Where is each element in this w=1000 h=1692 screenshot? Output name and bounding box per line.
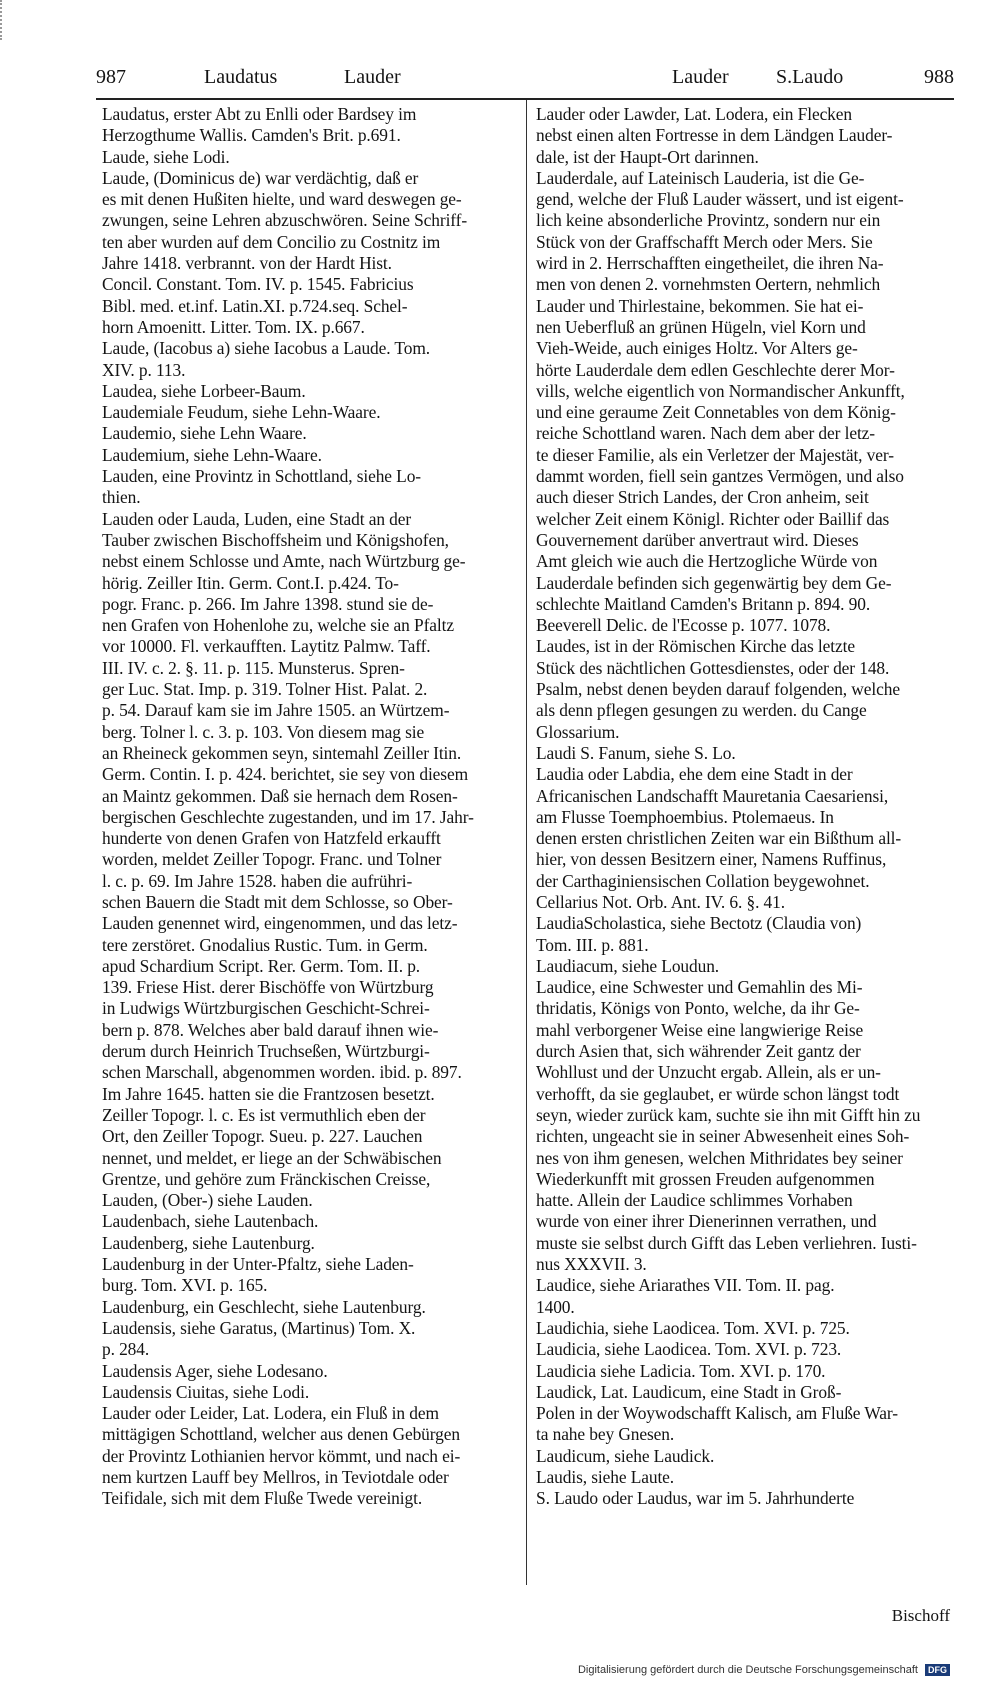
text-line: burg. Tom. XVI. p. 165.	[102, 1275, 268, 1296]
right-column	[536, 104, 954, 1510]
text-line: 139. Friese Hist. derer Bischöffe von Würtzburg	[102, 977, 434, 998]
text-line: schen Bauern die Stadt mit dem Schlosse, so Ober-	[102, 891, 453, 912]
text-line: als denn pflegen gesungen zu werden. du Cange	[536, 700, 867, 721]
text-line: nus XXXVII. 3.	[536, 1254, 647, 1275]
text-line: Psalm, nebst denen beyden darauf folgenden, welche	[536, 679, 900, 700]
text-line: am Flusse Toemphoembius. Ptolemaeus. In	[536, 806, 834, 827]
text-line: es mit denen Hußiten hielte, und ward deswegen ge-	[102, 189, 462, 210]
left-column	[102, 104, 520, 1510]
text-line: und eine geraume Zeit Connetables von dem König-	[536, 402, 896, 423]
text-line: Stück des nächtlichen Gottesdienstes, oder der 148.	[536, 657, 890, 678]
text-line: Laude, siehe Lodi.	[102, 146, 230, 167]
text-line: p. 54. Darauf kam sie im Jahre 1505. an Würtzem-	[102, 700, 450, 721]
text-line: schlechte Maitland Camden's Britann p. 894. 90.	[536, 593, 871, 614]
text-line: III. IV. c. 2. §. 11. p. 115. Munsterus. Spren-	[102, 657, 405, 678]
text-line: Lauden, eine Provintz in Schottland, siehe Lo-	[102, 466, 421, 487]
text-line: thridatis, Königs von Ponto, welche, da ihr Ge-	[536, 998, 860, 1019]
text-line: in Ludwigs Würtzburgischen Geschicht-Schrei-	[102, 998, 430, 1019]
text-line: seyn, wieder zurück kam, suchte sie ihn mit Gifft hin zu	[536, 1104, 921, 1125]
text-line: Laudia oder Labdia, ehe dem eine Stadt in der	[536, 764, 853, 785]
text-line: Gouvernement darüber anvertraut wird. Dieses	[536, 529, 859, 550]
text-line: nes von ihm genesen, welchen Mithridates bey seiner	[536, 1147, 903, 1168]
text-line: Laudensis Ager, siehe Lodesano.	[102, 1360, 328, 1381]
text-line: welcher Zeit einem Königl. Richter oder Baillif das	[536, 508, 890, 529]
text-line: Laudes, ist in der Römischen Kirche das letzte	[536, 636, 855, 657]
text-line: Tom. III. p. 881.	[536, 934, 649, 955]
text-line: Laudicum, siehe Laudick.	[536, 1445, 715, 1466]
text-line: schen Marschall, abgenommen worden. ibid. p. 897.	[102, 1062, 462, 1083]
text-line: Laudatus, erster Abt zu Enlli oder Bardsey im	[102, 104, 417, 124]
text-line: dale, ist der Haupt-Ort darinnen.	[536, 146, 759, 167]
text-line: Concil. Constant. Tom. IV. p. 1545. Fabricius	[102, 274, 414, 295]
text-line: an Rheineck gekommen seyn, sintemahl Zeiller Itin.	[102, 742, 462, 763]
text-line: hier, von dessen Besitzern einer, Namens Ruffinus,	[536, 849, 887, 870]
text-line: wurde von einer ihrer Dienerinnen verrathen, und	[536, 1211, 877, 1232]
text-line: Laudicia siehe Ladicia. Tom. XVI. p. 170.	[536, 1360, 826, 1381]
page-edge-mark	[0, 0, 12, 40]
text-line: tere zerstöret. Gnodalius Rustic. Tum. in Germ.	[102, 934, 428, 955]
text-line: XIV. p. 113.	[102, 359, 186, 380]
dfg-logo: DFG	[925, 1664, 950, 1676]
text-line: bergischen Geschlechte zugestanden, und im 17. Jahr-	[102, 806, 474, 827]
text-line: Laude, (Dominicus de) war verdächtig, daß er	[102, 167, 419, 188]
text-line: durch Asien that, sich währender Zeit gantz der	[536, 1041, 861, 1062]
text-line: 1400.	[536, 1296, 575, 1317]
text-line: wird in 2. Herrschafften eingetheilet, die ihren Na-	[536, 253, 884, 274]
header-rule	[96, 98, 954, 100]
text-line: hörte Lauderdale dem edlen Geschlechte derer Mor-	[536, 359, 895, 380]
text-line: Laude, (Iacobus a) siehe Iacobus a Laude. Tom.	[102, 338, 431, 359]
headword-4: S.Laudo	[776, 66, 844, 88]
text-line: mittägigen Schottland, welcher aus denen Gebürgen	[102, 1424, 460, 1445]
headword-3: Lauder	[672, 66, 729, 88]
text-line: ta nahe bey Gnesen.	[536, 1424, 675, 1445]
text-line: berg. Tolner l. c. 3. p. 103. Von diesem mag sie	[102, 721, 425, 742]
text-line: worden, meldet Zeiller Topogr. Franc. und Tolner	[102, 849, 442, 870]
text-line: nem kurtzen Lauff bey Mellros, in Teviotdale oder	[102, 1467, 449, 1487]
text-line: thien.	[102, 487, 141, 508]
text-line: vills, welche eigentlich von Normandischer Ankunfft,	[536, 380, 905, 401]
text-line: Teifidale, sich mit dem Fluße Twede vereinigt.	[102, 1488, 423, 1509]
text-line: Africanischen Landschafft Mauretania Caesariensi,	[536, 785, 889, 806]
text-line: Lauder oder Leider, Lat. Lodera, ein Fluß in dem	[102, 1403, 439, 1424]
text-line: nen Ueberfluß an grünen Hügeln, viel Korn und	[536, 316, 866, 337]
text-line: hunderte von denen Grafen von Hatzfeld erkaufft	[102, 828, 441, 849]
text-line: Laudemium, siehe Lehn-Waare.	[102, 444, 322, 465]
text-line: der Provintz Lothianien hervor kömmt, und nach ei-	[102, 1445, 461, 1466]
text-line: ger Luc. Stat. Imp. p. 319. Tolner Hist. Palat. 2.	[102, 679, 428, 700]
text-line: Laudenburg, ein Geschlecht, siehe Lautenburg.	[102, 1296, 426, 1317]
text-line: Lauder und Thirlestaine, bekommen. Sie hat ei-	[536, 295, 864, 316]
text-line: Ort, den Zeiller Topogr. Sueu. p. 227. Lauchen	[102, 1126, 423, 1147]
text-line: muste sie selbst durch Gifft das Leben verliehren. Iusti-	[536, 1232, 917, 1253]
text-line: p. 284.	[102, 1339, 150, 1360]
text-line: Laudea, siehe Lorbeer-Baum.	[102, 380, 306, 401]
text-line: denen ersten christlichen Zeiten war ein Bißthum all-	[536, 828, 902, 849]
text-line: an Maintz gekommen. Daß sie hernach dem Rosen-	[102, 785, 458, 806]
text-line: Laudi S. Fanum, siehe S. Lo.	[536, 742, 736, 763]
text-line: verhofft, da sie geglaubet, er würde schon längst todt	[536, 1083, 900, 1104]
text-line: Laudenberg, siehe Lautenburg.	[102, 1232, 315, 1253]
text-line: mahl verborgener Weise eine langwierige Reise	[536, 1019, 864, 1040]
text-line: pogr. Franc. p. 266. Im Jahre 1398. stund sie de-	[102, 593, 434, 614]
text-line: richten, ungeacht sie in seiner Abwesenheit eines Soh-	[536, 1126, 910, 1147]
text-line: nebst einem Schlosse und Amte, nach Würtzburg ge-	[102, 551, 466, 572]
text-line: Amt gleich wie auch die Hertzogliche Würde von	[536, 551, 878, 572]
text-line: dammt worden, fiell sein gantzes Vermögen, und also	[536, 466, 904, 487]
page-number-left: 987	[96, 66, 126, 88]
text-line: gend, welche der Fluß Lauder wässert, und ist eigent-	[536, 189, 904, 210]
text-line: Laudiacum, siehe Loudun.	[536, 955, 720, 976]
text-line: te dieser Familie, als ein Verletzer der Majestät, ver-	[536, 444, 894, 465]
text-line: Stück von der Graffschafft Merch oder Mers. Sie	[536, 231, 873, 252]
text-line: Laudensis Ciuitas, siehe Lodi.	[102, 1381, 310, 1402]
text-line: zwungen, seine Lehren abzuschwören. Seine Schriff-	[102, 210, 468, 231]
text-line: hatte. Allein der Laudice schlimmes Vorhaben	[536, 1190, 853, 1211]
text-line: Zeiller Topogr. l. c. Es ist vermuthlich eben der	[102, 1104, 426, 1125]
text-line: l. c. p. 69. Im Jahre 1528. haben die aufrühri-	[102, 870, 413, 891]
text-line: der Carthaginiensischen Collation beygewohnet.	[536, 870, 870, 891]
text-line: bern p. 878. Welches aber bald darauf ihnen wie-	[102, 1019, 439, 1040]
text-line: Herzogthume Wallis. Camden's Brit. p.691.	[102, 125, 401, 146]
text-line: Vieh-Weide, auch einiges Holtz. Vor Alters ge-	[536, 338, 858, 359]
text-line: hörig. Zeiller Itin. Germ. Cont.I. p.424. To-	[102, 572, 399, 593]
text-line: nennet, und meldet, er liege an der Schwäbischen	[102, 1147, 442, 1168]
text-line: horn Amoenitt. Litter. Tom. IX. p.667.	[102, 316, 365, 337]
text-line: Bibl. med. et.inf. Latin.XI. p.724.seq. Schel-	[102, 295, 408, 316]
text-line: Laudick, Lat. Laudicum, eine Stadt in Groß-	[536, 1381, 842, 1402]
text-line: Glossarium.	[536, 721, 620, 742]
text-line: Wiederkunfft mit grossen Freuden aufgenommen	[536, 1168, 875, 1189]
text-line: Wohllust und der Unzucht ergab. Allein, als er un-	[536, 1062, 881, 1083]
text-line: lich keine absonderliche Provintz, sondern nur ein	[536, 210, 881, 231]
text-line: reiche Schottland waren. Nach dem aber der letz-	[536, 423, 875, 444]
text-line: Laudemio, siehe Lehn Waare.	[102, 423, 307, 444]
text-line: Im Jahre 1645. hatten sie die Frantzosen besetzt.	[102, 1083, 435, 1104]
text-line: Laudichia, siehe Laodicea. Tom. XVI. p. 725.	[536, 1317, 850, 1338]
text-line: Laudenburg in der Unter-Pfaltz, siehe Laden-	[102, 1254, 414, 1275]
text-line: Laudemiale Feudum, siehe Lehn-Waare.	[102, 402, 381, 423]
text-line: nen Grafen von Hohenlohe zu, welche sie an Pfaltz	[102, 615, 454, 636]
running-head	[96, 62, 954, 96]
text-line: Laudenbach, siehe Lautenbach.	[102, 1211, 319, 1232]
text-line: Laudice, eine Schwester und Gemahlin des Mi-	[536, 977, 863, 998]
text-line: Germ. Contin. I. p. 424. berichtet, sie sey von diesem	[102, 764, 469, 785]
text-line: Lauderdale, auf Lateinisch Lauderia, ist die Ge-	[536, 167, 865, 188]
text-line: Lauden genennet wird, eingenommen, und das letz-	[102, 913, 458, 934]
text-line: auch dieser Strich Landes, der Cron anheim, seit	[536, 487, 869, 508]
text-line: Lauderdale befinden sich gegenwärtig bey dem Ge-	[536, 572, 892, 593]
text-line: Laudicia, siehe Laodicea. Tom. XVI. p. 723.	[536, 1339, 842, 1360]
text-line: Lauden, (Ober-) siehe Lauden.	[102, 1190, 313, 1211]
text-line: derum durch Heinrich Truchseßen, Würtzburgi-	[102, 1041, 430, 1062]
text-line: Tauber zwischen Bischoffsheim und Königshofen,	[102, 529, 449, 550]
footer-text: Digitalisierung gefördert durch die Deutsche Forschungsgemeinschaft	[577, 1664, 918, 1676]
text-line: apud Schardium Script. Rer. Germ. Tom. II. p.	[102, 955, 421, 976]
column-divider	[526, 100, 527, 1585]
text-line: Beeverell Delic. de l'Ecosse p. 1077. 1078.	[536, 615, 831, 636]
text-line: Laudis, siehe Laute.	[536, 1467, 675, 1487]
text-line: ten aber wurden auf dem Concilio zu Costnitz im	[102, 231, 441, 252]
text-line: Jahre 1418. verbrannt. von der Hardt Hist.	[102, 253, 392, 274]
text-line: vor 10000. Fl. verkaufften. Laytitz Palmw. Taff.	[102, 636, 431, 657]
text-line: Laudice, siehe Ariarathes VII. Tom. II. pag.	[536, 1275, 835, 1296]
text-line: S. Laudo oder Laudus, war im 5. Jahrhunderte	[536, 1488, 855, 1509]
headword-1: Laudatus	[204, 66, 278, 88]
text-line: nebst einen alten Fortresse in dem Ländgen Lauder-	[536, 125, 893, 146]
text-line: Grentze, und gehöre zum Fränckischen Creisse,	[102, 1168, 431, 1189]
headword-2: Lauder	[344, 66, 401, 88]
page-number-right: 988	[924, 66, 954, 88]
text-line: Polen in der Woywodschafft Kalisch, am Fluße War-	[536, 1403, 898, 1424]
text-line: Lauden oder Lauda, Luden, eine Stadt an der	[102, 508, 412, 529]
text-line: Cellarius Not. Orb. Ant. IV. 6. §. 41.	[536, 891, 785, 912]
catchword: Bischoff	[891, 1606, 950, 1625]
digitization-footer	[560, 1664, 950, 1676]
text-line: men von denen 2. vornehmsten Oertern, nehmlich	[536, 274, 881, 295]
text-line: Laudensis, siehe Garatus, (Martinus) Tom. X.	[102, 1317, 416, 1338]
text-line: LaudiaScholastica, siehe Bectotz (Claudia von)	[536, 913, 862, 934]
text-line: Lauder oder Lawder, Lat. Lodera, ein Flecken	[536, 104, 852, 124]
